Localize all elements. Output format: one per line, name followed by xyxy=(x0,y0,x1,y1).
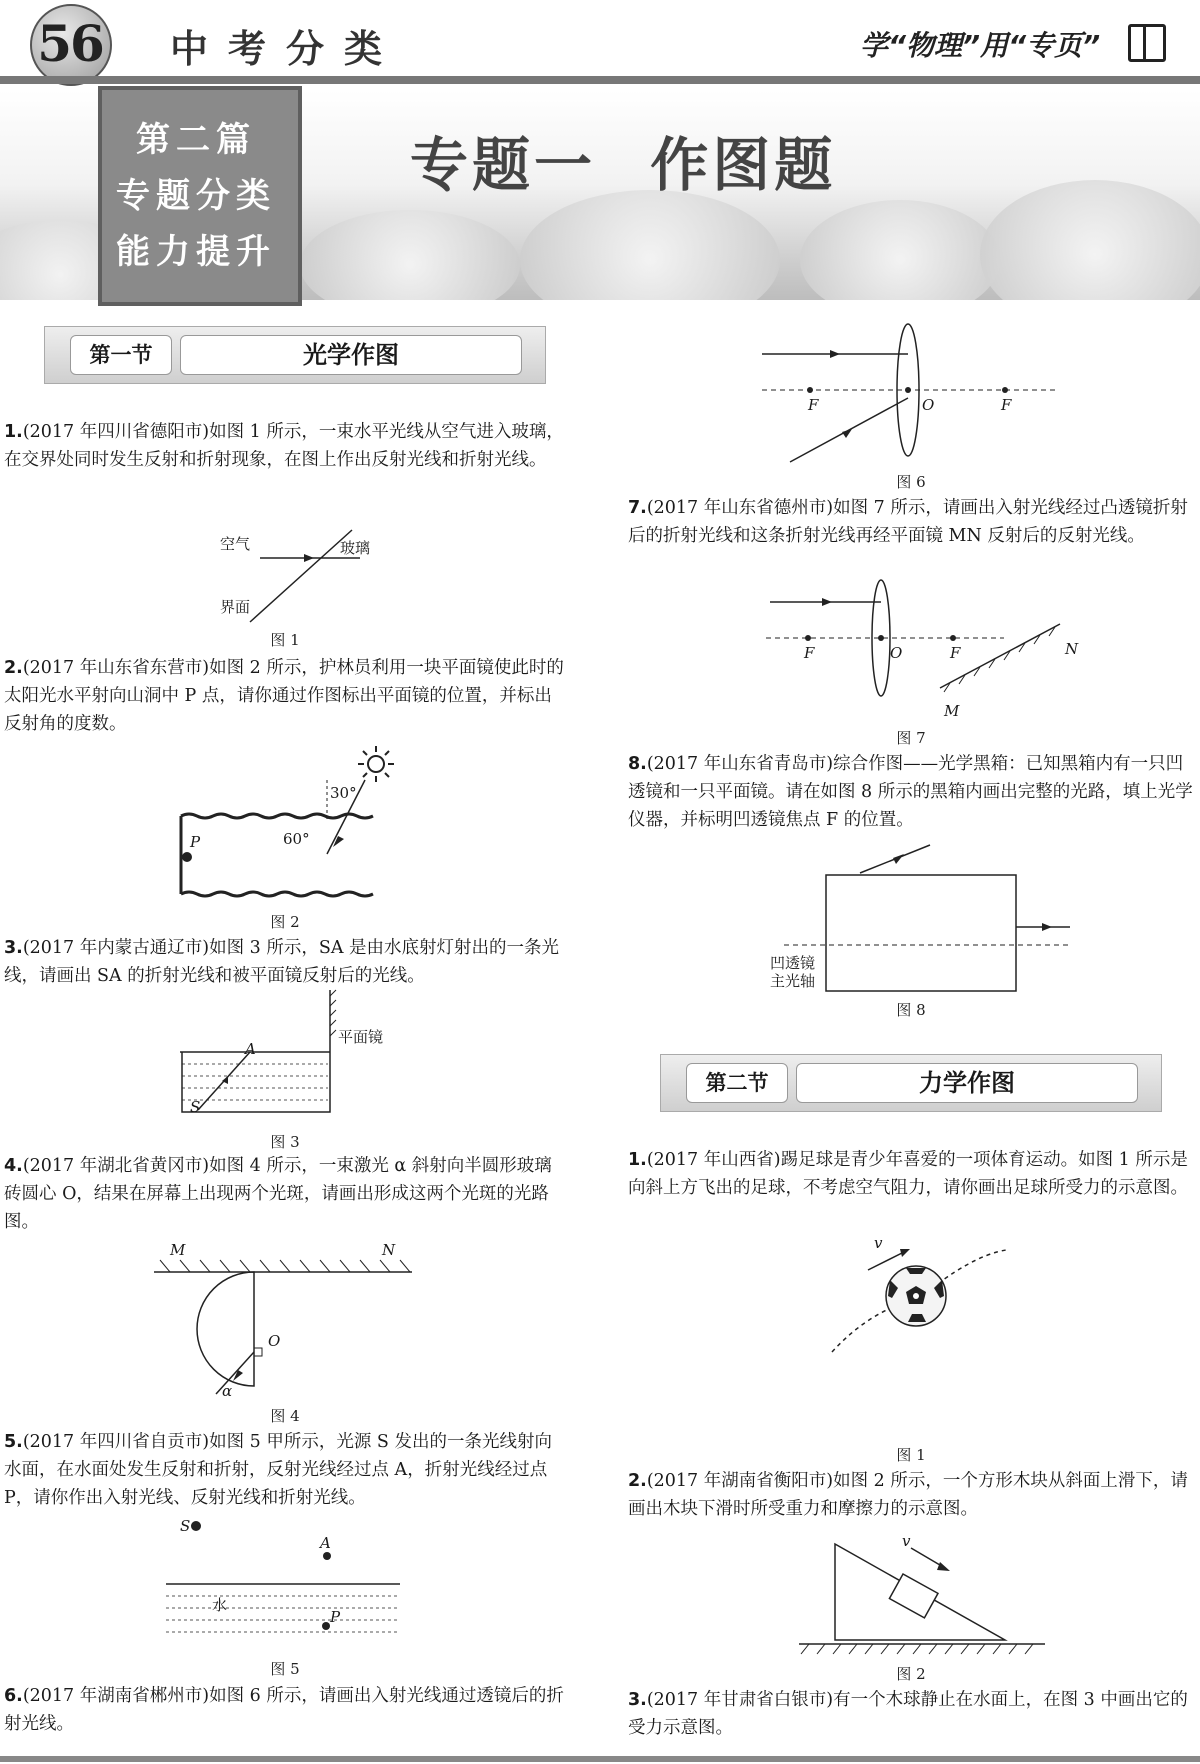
sun-icon xyxy=(356,744,396,784)
label-a: A xyxy=(320,1534,331,1552)
label-glass: 玻璃 xyxy=(340,539,371,557)
label-m: M xyxy=(170,1241,186,1259)
figure-caption: 图 6 xyxy=(896,473,926,491)
label-o: O xyxy=(922,396,935,414)
question-item: 1.(2017 年山西省)踢足球是青少年喜爱的一项体育运动。如图 1 所示是向斜上方飞出的足球，不考虑空气阻力，请你画出足球所受力的示意图。 xyxy=(628,1150,1188,1198)
label-alpha: α xyxy=(222,1382,233,1400)
label-p: P xyxy=(330,1608,341,1626)
topic-title: 专题一 作图题 xyxy=(410,131,837,199)
label-s: S xyxy=(180,1517,191,1535)
label-angle-60: 60° xyxy=(283,830,310,848)
label-n: N xyxy=(382,1241,396,1259)
question-item: 5.(2017 年四川省自贡市)如图 5 甲所示，光源 S 发出的一条光线射向水面，在水面处发生反射和折射，反射光线经过点 A，折射光线经过点 P，请你作出入射光线、反射光线和折射光线。 xyxy=(4,1432,552,1508)
page-number: 56 xyxy=(37,14,103,73)
section-number: 第二节 xyxy=(686,1063,788,1103)
question-item: 3.(2017 年甘肃省白银市)有一个木球静止在水面上，在图 3 中画出它的受力示意图。 xyxy=(628,1690,1188,1738)
label-interface: 界面 xyxy=(220,598,251,616)
label-o: O xyxy=(268,1332,281,1350)
label-v: v xyxy=(874,1234,883,1252)
question-item: 8.(2017 年山东省青岛市)综合作图——光学黑箱：已知黑箱内有一只凹透镜和一只平面镜。请在如图 8 所示的黑箱内画出完整的光路，填上光学仪器，并标明凹透镜焦点 F 的位置。 xyxy=(628,754,1193,830)
label-concave-lens: 凹透镜 xyxy=(770,954,816,972)
figure-caption: 图 2 xyxy=(896,1665,926,1683)
part-label-line-1: 第二篇 xyxy=(136,120,256,160)
label-plane-mirror: 平面镜 xyxy=(338,1028,384,1046)
header-slogan: 学“物理”用“专页” xyxy=(860,29,1101,62)
question-item: 7.(2017 年山东省德州市)如图 7 所示，请画出入射光线经过凸透镜折射后的折射光线和这条折射光线再经平面镜 MN 反射后的反射光线。 xyxy=(628,498,1188,546)
section-title: 光学作图 xyxy=(180,335,522,375)
figure-caption: 图 1 xyxy=(270,631,300,649)
part-label-line-2: 专题分类 xyxy=(116,176,276,216)
header-title: 中考分类 xyxy=(170,27,403,71)
label-f-left: F xyxy=(808,396,819,414)
section-title: 力学作图 xyxy=(796,1063,1138,1103)
question-item: 2.(2017 年湖南省衡阳市)如图 2 所示，一个方形木块从斜面上滑下，请画出木块下滑时所受重力和摩擦力的示意图。 xyxy=(628,1471,1188,1519)
figure-caption: 图 2 xyxy=(270,913,300,931)
part-label-line-3: 能力提升 xyxy=(116,232,276,272)
label-water: 水 xyxy=(212,1596,228,1614)
figure-caption: 图 7 xyxy=(896,729,926,747)
figure-caption: 图 8 xyxy=(896,1001,926,1019)
header-rule xyxy=(0,76,1200,84)
figure-5-diagram xyxy=(160,1520,410,1650)
question-item: 4.(2017 年湖北省黄冈市)如图 4 所示，一束激光 α 斜射向半圆形玻璃砖圆心 O，结果在屏幕上出现两个光斑，请画出形成这两个光斑的光路图。 xyxy=(4,1156,552,1232)
footer-rule xyxy=(0,1756,1200,1762)
book-icon xyxy=(1128,24,1166,62)
mech-figure-2-diagram xyxy=(795,1538,1055,1658)
label-p: P xyxy=(190,833,201,851)
figure-6-diagram xyxy=(760,322,1060,472)
label-m: M xyxy=(944,702,960,720)
question-item: 2.(2017 年山东省东营市)如图 2 所示，护林员利用一块平面镜使此时的太阳光水平射向山洞中 P 点，请你通过作图标出平面镜的位置，并标出反射角的度数。 xyxy=(4,658,564,734)
label-f-right: F xyxy=(1001,396,1012,414)
label-angle-30: 30° xyxy=(330,784,357,802)
figure-caption: 图 3 xyxy=(270,1133,300,1151)
figure-3-diagram xyxy=(180,990,340,1120)
mech-figure-1-diagram xyxy=(830,1240,1010,1370)
label-s: S xyxy=(190,1098,201,1116)
label-v: v xyxy=(902,1532,911,1550)
figure-caption: 图 5 xyxy=(270,1660,300,1678)
label-air: 空气 xyxy=(220,535,251,553)
question-item: 3.(2017 年内蒙古通辽市)如图 3 所示，SA 是由水底射灯射出的一条光线，请画出 SA 的折射光线和被平面镜反射后的光线。 xyxy=(4,938,560,986)
section-number: 第一节 xyxy=(70,335,172,375)
label-n: N xyxy=(1065,640,1079,658)
label-o: O xyxy=(890,644,903,662)
figure-caption: 图 1 xyxy=(896,1446,926,1464)
label-f-left: F xyxy=(804,644,815,662)
figure-8-diagram xyxy=(780,845,1080,995)
label-a: A xyxy=(245,1040,256,1058)
figure-caption: 图 4 xyxy=(270,1407,300,1425)
question-item: 1.(2017 年四川省德阳市)如图 1 所示，一束水平光线从空气进入玻璃，在交界处同时发生反射和折射现象，在图上作出反射光线和折射光线。 xyxy=(4,422,564,470)
figure-4-diagram xyxy=(150,1260,420,1400)
figure-7-diagram xyxy=(760,580,1080,700)
question-item: 6.(2017 年湖南省郴州市)如图 6 所示，请画出入射光线通过透镜后的折射光线。 xyxy=(4,1686,564,1734)
label-f-right: F xyxy=(950,644,961,662)
label-principal-axis: 主光轴 xyxy=(770,972,816,990)
